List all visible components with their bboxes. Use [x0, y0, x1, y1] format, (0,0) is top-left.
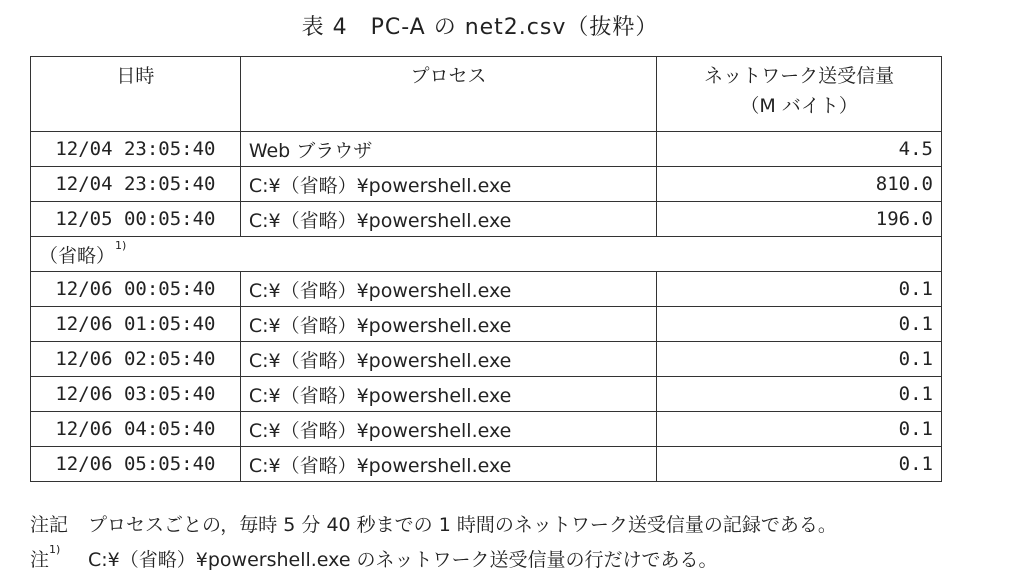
omitted-label: （省略） [39, 244, 116, 267]
header-network-unit: （M バイト） [740, 95, 858, 117]
cell-date: 12/06 05:05:40 [31, 447, 241, 482]
cell-value: 0.1 [657, 412, 942, 447]
cell-process: Web ブラウザ [240, 132, 656, 167]
header-network [657, 57, 942, 132]
cell-process: C:¥（省略）¥powershell.exe [240, 447, 656, 482]
omitted-footnote-mark: 1) [115, 238, 127, 252]
cell-date: 12/06 02:05:40 [31, 342, 241, 377]
header-date: 日時 [31, 57, 241, 132]
cell-value: 0.1 [657, 377, 942, 412]
cell-date: 12/04 23:05:40 [31, 167, 241, 202]
table-row [31, 342, 942, 377]
cell-date: 12/05 00:05:40 [31, 202, 241, 237]
note-footnote [30, 545, 718, 572]
omitted-cell [31, 237, 942, 272]
cell-process: C:¥（省略）¥powershell.exe [240, 412, 656, 447]
cell-date: 12/04 23:05:40 [31, 132, 241, 167]
cell-value: 810.0 [657, 167, 942, 202]
table-row [31, 412, 942, 447]
note-footnote-mark: 1) [49, 543, 61, 556]
cell-value: 0.1 [657, 307, 942, 342]
cell-date: 12/06 04:05:40 [31, 412, 241, 447]
cell-value: 4.5 [657, 132, 942, 167]
cell-process: C:¥（省略）¥powershell.exe [240, 202, 656, 237]
cell-process: C:¥（省略）¥powershell.exe [240, 167, 656, 202]
table-row [31, 167, 942, 202]
header-network-label: ネットワーク送受信量 [704, 65, 895, 87]
cell-date: 12/06 01:05:40 [31, 307, 241, 342]
note-footnote-label: 注 [30, 549, 50, 571]
cell-process: C:¥（省略）¥powershell.exe [240, 342, 656, 377]
cell-process: C:¥（省略）¥powershell.exe [240, 307, 656, 342]
note-general-text: プロセスごとの，毎時 5 分 40 秒までの 1 時間のネットワーク送受信量の記録である。 [88, 514, 837, 536]
cell-value: 0.1 [657, 272, 942, 307]
note-general [30, 510, 837, 537]
cell-date: 12/06 00:05:40 [31, 272, 241, 307]
table-row [31, 447, 942, 482]
table-header-row [31, 57, 942, 132]
cell-value: 196.0 [657, 202, 942, 237]
cell-date: 12/06 03:05:40 [31, 377, 241, 412]
note-footnote-text: C:¥（省略）¥powershell.exe のネットワーク送受信量の行だけである。 [88, 549, 718, 571]
table-row [31, 377, 942, 412]
omitted-row [31, 237, 942, 272]
table-row [31, 202, 942, 237]
cell-process: C:¥（省略）¥powershell.exe [240, 272, 656, 307]
table-row [31, 132, 942, 167]
note-general-tag: 注記 [30, 514, 69, 536]
table-row [31, 272, 942, 307]
cell-value: 0.1 [657, 447, 942, 482]
cell-value: 0.1 [657, 342, 942, 377]
net2-csv-table [30, 56, 942, 482]
note-footnote-tag [30, 545, 88, 572]
table-caption: 表 4 PC-A の net2.csv（抜粋） [301, 15, 659, 40]
cell-process: C:¥（省略）¥powershell.exe [240, 377, 656, 412]
header-process: プロセス [240, 57, 656, 132]
table-row [31, 307, 942, 342]
